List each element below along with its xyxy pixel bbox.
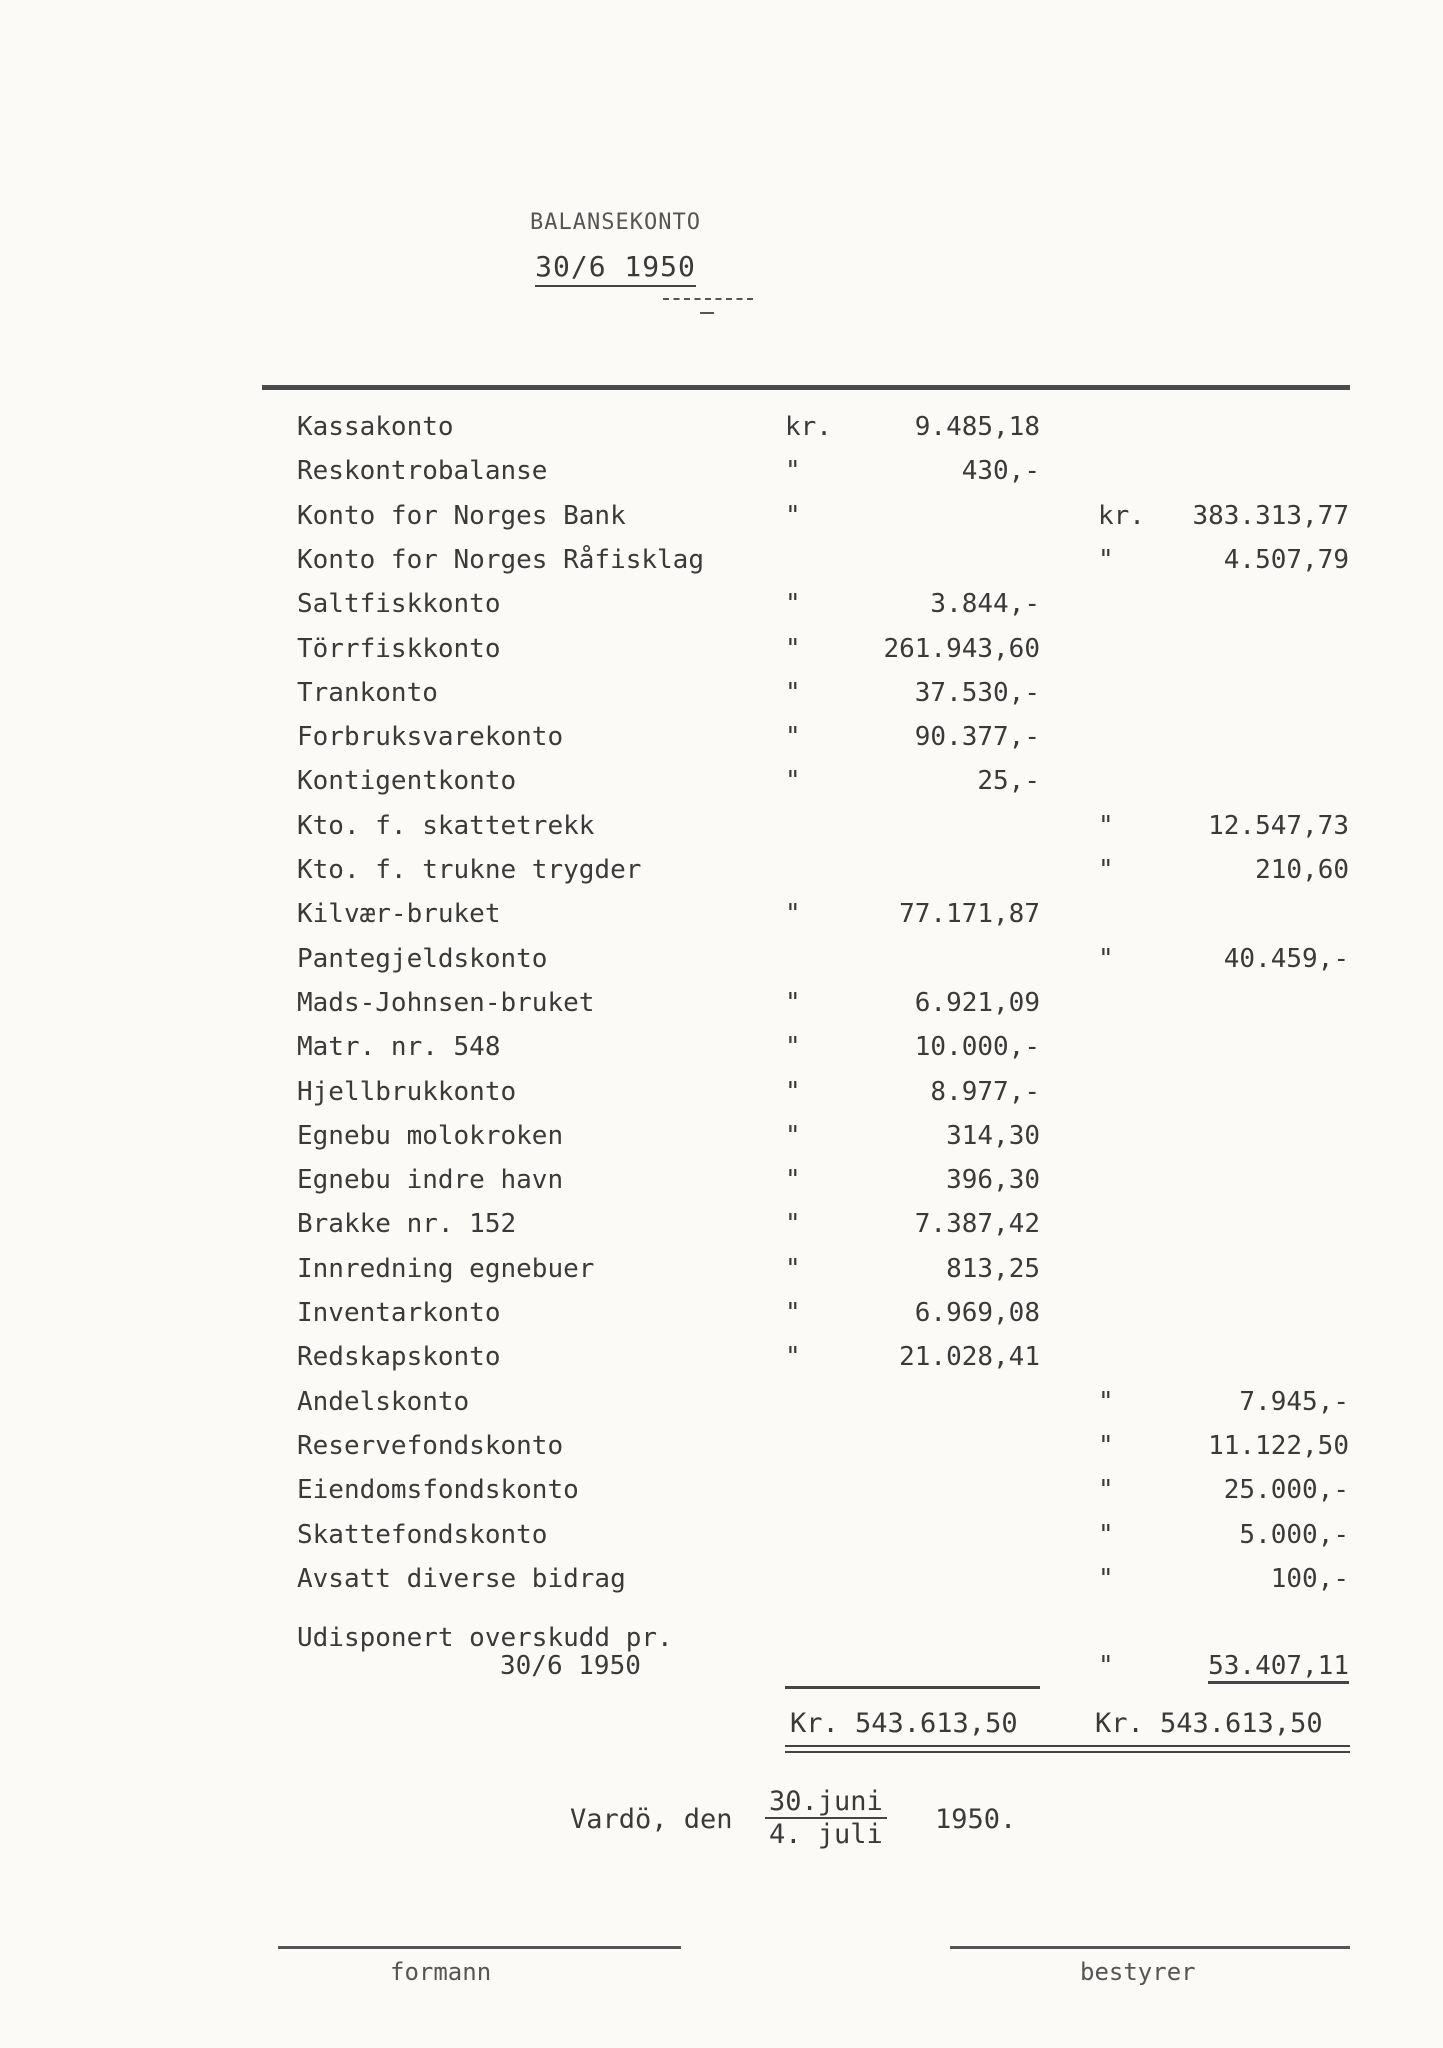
account-label: Hjellbrukkonto	[297, 1076, 517, 1107]
account-value-credit: 25.000,-	[1223, 1475, 1349, 1506]
account-label: Törrfiskkonto	[297, 633, 501, 664]
document-date: 30/6 1950	[0, 250, 1337, 283]
table-top-rule	[262, 385, 1350, 390]
account-marker-credit: "	[1098, 1386, 1114, 1417]
account-row	[0, 1254, 1443, 1294]
account-marker-debit: "	[785, 1298, 801, 1328]
account-marker-debit: "	[785, 766, 801, 797]
signature-line-left	[278, 1946, 681, 1949]
account-label: Trankonto	[297, 677, 438, 708]
date-fraction	[765, 1786, 887, 1850]
account-label: Saltfiskkonto	[297, 589, 501, 620]
account-row	[0, 1209, 1443, 1249]
sum-rule-debit	[785, 1686, 1040, 1689]
account-row	[0, 899, 1443, 939]
account-marker-credit: "	[1098, 544, 1114, 575]
signature-label-chairman: formann	[390, 1958, 492, 1986]
account-row	[0, 988, 1443, 1028]
account-value-debit: 261.943,60	[883, 633, 1040, 664]
document-title: BALANSEKONTO	[530, 210, 701, 235]
account-row	[0, 1475, 1443, 1515]
account-label: Reservefondskonto	[297, 1430, 564, 1461]
account-marker-debit: "	[785, 1076, 801, 1107]
account-value-debit: 8.977,-	[930, 1076, 1040, 1107]
account-label: Egnebu indre havn	[297, 1165, 564, 1196]
account-marker-credit: "	[1098, 1475, 1114, 1506]
account-label: Kassakonto	[297, 412, 454, 442]
account-label: Brakke nr. 152	[297, 1209, 517, 1240]
account-row	[0, 722, 1443, 762]
account-label: Mads-Johnsen-bruket	[297, 987, 595, 1018]
account-value-debit: 314,30	[946, 1120, 1040, 1151]
place-text: Vardö, den	[570, 1804, 733, 1835]
account-marker-debit: kr.	[785, 412, 832, 442]
account-row-undisposed-surplus	[0, 1623, 1443, 1681]
account-marker-credit: "	[1098, 1430, 1114, 1461]
account-marker-debit: "	[785, 633, 801, 664]
account-label: Pantegjeldskonto	[297, 943, 548, 974]
account-row	[0, 766, 1443, 806]
account-marker-debit: "	[785, 1120, 801, 1151]
account-value-credit: 53.407,11	[1208, 1651, 1349, 1684]
account-marker-debit: "	[785, 456, 801, 487]
account-label: Andelskonto	[297, 1386, 470, 1417]
account-label: Inventarkonto	[297, 1298, 501, 1328]
account-label: Innredning egnebuer	[297, 1253, 595, 1284]
total-double-rule-1	[785, 1745, 1350, 1747]
account-value-credit: 11.122,50	[1208, 1430, 1349, 1461]
total-credit: Kr. 543.613,50	[1095, 1708, 1323, 1739]
account-value-credit: 383.313,77	[1192, 500, 1349, 531]
account-value-debit: 9.485,18	[914, 412, 1040, 442]
account-label: Kontigentkonto	[297, 766, 517, 797]
account-value-debit: 6.969,08	[914, 1298, 1040, 1328]
year-text: 1950.	[935, 1804, 1017, 1835]
account-value-debit: 77.171,87	[899, 899, 1040, 930]
account-row	[0, 855, 1443, 895]
account-label: Egnebu molokroken	[297, 1120, 564, 1151]
account-label: Kto. f. skattetrekk	[297, 810, 595, 841]
account-row	[0, 1564, 1443, 1604]
account-marker-debit: "	[785, 500, 801, 531]
account-value-credit: 5.000,-	[1239, 1519, 1349, 1550]
account-value-debit: 90.377,-	[914, 722, 1040, 753]
account-label: Matr. nr. 548	[297, 1032, 501, 1063]
account-row	[0, 1520, 1443, 1560]
account-value-debit: 813,25	[946, 1253, 1040, 1284]
account-row	[0, 412, 1443, 452]
account-row	[0, 1387, 1443, 1427]
account-value-debit: 396,30	[946, 1165, 1040, 1196]
account-label: Kilvær-bruket	[297, 899, 501, 930]
account-value-credit: 12.547,73	[1208, 810, 1349, 841]
total-debit: Kr. 543.613,50	[790, 1708, 1018, 1739]
account-marker-debit: "	[785, 987, 801, 1018]
account-row	[0, 1342, 1443, 1382]
account-row	[0, 501, 1443, 541]
account-marker-debit: "	[785, 1032, 801, 1063]
account-label: Forbruksvarekonto	[297, 722, 564, 753]
date-bottom: 4. juli	[769, 1819, 883, 1850]
account-row	[0, 456, 1443, 496]
account-label: Kto. f. trukne trygder	[297, 855, 642, 885]
account-marker-debit: "	[785, 1253, 801, 1284]
account-marker-debit: "	[785, 1165, 801, 1196]
account-row	[0, 1431, 1443, 1471]
account-marker-credit: "	[1098, 810, 1114, 841]
account-row	[0, 1298, 1443, 1338]
account-value-debit: 3.844,-	[930, 589, 1040, 620]
account-row	[0, 545, 1443, 585]
account-value-credit: 100,-	[1270, 1563, 1349, 1594]
account-row	[0, 944, 1443, 984]
account-row	[0, 1121, 1443, 1161]
account-label: Konto for Norges Råfisklag	[297, 544, 704, 575]
signature-label-manager: bestyrer	[1080, 1958, 1196, 1986]
account-marker-debit: "	[785, 677, 801, 708]
account-value-debit: 7.387,42	[914, 1209, 1040, 1240]
account-marker-debit: "	[785, 899, 801, 930]
account-row	[0, 1077, 1443, 1117]
account-marker-credit: "	[1098, 855, 1114, 885]
account-value-credit: 210,60	[1255, 855, 1349, 885]
account-label-continued: 30/6 1950	[500, 1651, 641, 1681]
account-marker-debit: "	[785, 1209, 801, 1240]
title-dash-decoration-small	[700, 312, 714, 314]
account-row	[0, 1165, 1443, 1205]
account-value-debit: 6.921,09	[914, 987, 1040, 1018]
total-double-rule-2	[785, 1751, 1350, 1753]
account-row	[0, 678, 1443, 718]
account-label: Reskontrobalanse	[297, 456, 548, 487]
account-value-credit: 4.507,79	[1223, 544, 1349, 575]
account-row	[0, 634, 1443, 674]
account-label: Udisponert overskudd pr.	[297, 1623, 673, 1653]
account-marker-debit: "	[785, 722, 801, 753]
account-marker-debit: "	[785, 1342, 801, 1373]
account-value-debit: 25,-	[977, 766, 1040, 797]
account-value-credit: 7.945,-	[1239, 1386, 1349, 1417]
account-row	[0, 589, 1443, 629]
account-marker-credit: "	[1098, 1651, 1114, 1681]
account-value-debit: 21.028,41	[899, 1342, 1040, 1373]
account-marker-credit: "	[1098, 943, 1114, 974]
account-marker-debit: "	[785, 589, 801, 620]
account-label: Avsatt diverse bidrag	[297, 1563, 626, 1594]
title-dash-decoration	[663, 298, 753, 302]
account-row	[0, 1032, 1443, 1072]
account-label: Redskapskonto	[297, 1342, 501, 1373]
account-label: Konto for Norges Bank	[297, 500, 626, 531]
account-row	[0, 811, 1443, 851]
account-value-credit: 40.459,-	[1223, 943, 1349, 974]
signature-line-right	[950, 1946, 1350, 1949]
account-value-debit: 10.000,-	[914, 1032, 1040, 1063]
account-marker-credit: "	[1098, 1519, 1114, 1550]
account-label: Skattefondskonto	[297, 1519, 548, 1550]
account-value-debit: 37.530,-	[914, 677, 1040, 708]
account-label: Eiendomsfondskonto	[297, 1475, 579, 1506]
account-value-debit: 430,-	[961, 456, 1040, 487]
account-marker-credit: "	[1098, 1563, 1114, 1594]
account-marker-credit: kr.	[1098, 500, 1145, 531]
date-top: 30.juni	[765, 1786, 887, 1819]
